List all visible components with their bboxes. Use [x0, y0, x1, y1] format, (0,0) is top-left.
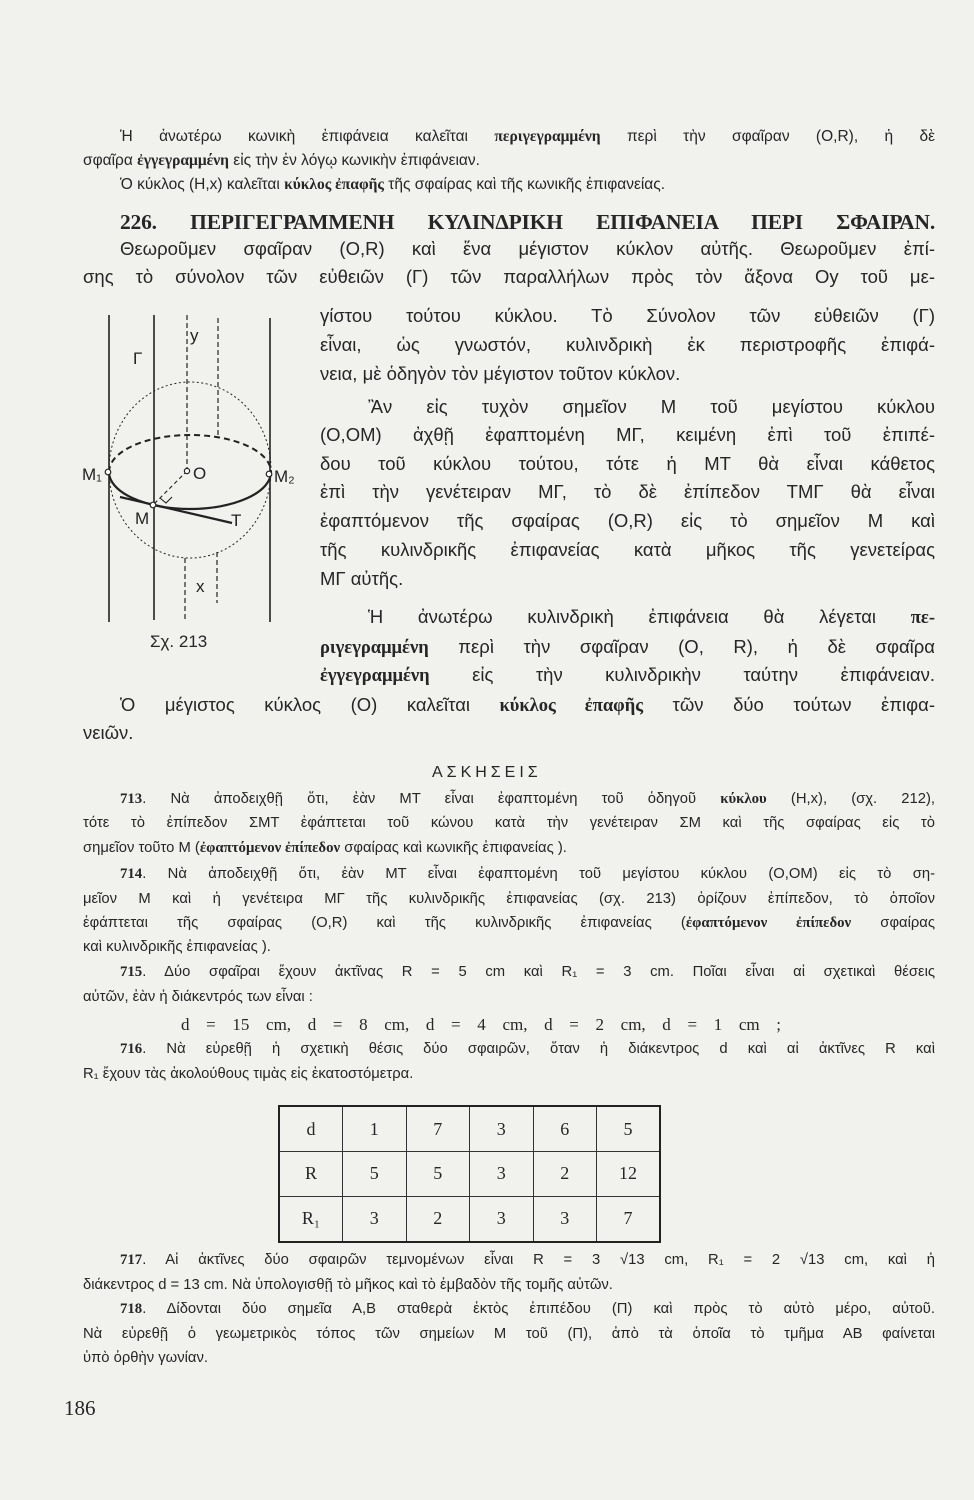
table-row — [279, 1196, 660, 1242]
text-run: ΜΓ αὐτῆς. — [320, 568, 404, 589]
text-run: Ἡ ἀνωτέρω κωνικὴ ἐπιφάνεια καλεῖται — [120, 128, 495, 145]
text-run: . Νὰ εὑρεθῇ ἡ σχετικὴ θέσις δύο σφαιρῶν, ὅταν ἡ διάκεντρος d καὶ αἱ ἀκτῖνες R καὶ — [142, 1041, 935, 1057]
text-run: περὶ τὴν σφαῖραν (Ο,R), ἡ δὲ — [600, 128, 936, 145]
bold-term: πε- — [910, 608, 935, 628]
exercise-line — [120, 1041, 935, 1060]
text-run: σφαίρας καὶ κωνικῆς ἐπιφανείας ). — [340, 840, 567, 856]
table-cell: 5 — [406, 1152, 470, 1197]
exercise-line — [83, 989, 313, 1005]
exercise-line — [83, 939, 271, 955]
exercise-line — [83, 840, 567, 857]
text-run: τῶν δύο τούτων ἐπιφα- — [643, 694, 935, 715]
great-circle-visible-half — [109, 472, 271, 509]
bold-term: 713 — [120, 791, 143, 807]
table-cell: 3 — [470, 1106, 534, 1152]
text-run: Νὰ εὑρεθῇ ὁ γεωμετρικὸς τόπος τῶν σημείων Μ τοῦ (Π), ἀπὸ τὰ ὁποῖα τὸ τμῆμα ΑΒ φαίνεται — [83, 1326, 935, 1342]
text-run: (Ο,ΟΜ) ἀχθῇ ἐφαπτομένη ΜΓ, κειμένη ἐπὶ τοῦ ἐπιπέ- — [320, 424, 935, 445]
radius-om-dashed — [153, 471, 187, 505]
table-cell: 7 — [406, 1106, 470, 1152]
text-run: εἶναι, ὡς γνωστόν, κυλινδρικὴ ἐκ περιστροφῆς ἐπιφά- — [320, 334, 935, 355]
bold-term: περιγεγραμμένη — [494, 128, 601, 145]
great-circle-hidden-half — [109, 435, 271, 472]
text-run: δου τοῦ κύκλου τούτου, τότε ἡ ΜΤ θὰ εἶναι κάθετος — [320, 453, 935, 474]
exercise-line — [83, 815, 935, 834]
exercise-line — [120, 791, 935, 810]
bold-term: ριγεγραμμένη — [320, 638, 429, 658]
distance-values-line — [181, 1015, 781, 1037]
exercise-line — [83, 915, 935, 934]
table-cell: 7 — [597, 1196, 661, 1242]
text-run: διάκεντρος d = 13 cm. Νὰ ὑπολογισθῇ τὸ μῆκος καὶ τὸ ἐμβαδὸν τῆς τομῆς αὐτῶν. — [83, 1277, 613, 1293]
figure-caption: Σχ. 213 — [150, 632, 208, 651]
text-run: νεια, μὲ ὁδηγὸν τὸν μέγιστον τοῦτον κύκλον. — [320, 363, 681, 384]
exercise-line — [83, 1066, 413, 1082]
section-heading: 226. ΠΕΡΙΓΕΓΡΑΜΜΕΝΗ ΚΥΛΙΝΔΡΙΚΗ ΕΠΙΦΑΝΕΙΑ ΠΕΡΙ ΣΦΑΙΡΑΝ. — [120, 210, 935, 234]
text-run: Ὁ κύκλος (Η,x) καλεῖται — [120, 176, 285, 193]
text-run: σημεῖον τοῦτο Μ ( — [83, 840, 200, 856]
table-cell: 3 — [470, 1196, 534, 1242]
label-x: x — [196, 577, 205, 596]
point-m1 — [105, 469, 111, 475]
point-m — [150, 502, 156, 508]
exercise-line — [120, 1301, 935, 1320]
text-run: Ὁ μέγιστος κύκλος (Ο) καλεῖται — [120, 694, 500, 715]
bold-term: 714 — [120, 866, 143, 882]
text-run: ἐπὶ τὴν γενέτειραν ΜΓ, τὸ δὲ ἐπίπεδον ΤΜΓ θὰ εἶναι — [320, 481, 935, 502]
table-cell: R — [279, 1152, 343, 1197]
text-run: . Δύο σφαῖραι ἔχουν ἀκτῖνας R = 5 cm καὶ R₁ = 3 cm. Ποῖαι εἶναι αἱ σχετικαὶ θέσεις — [142, 964, 935, 980]
bold-term: 715 — [120, 964, 143, 980]
text-run: d = 15 cm, d = 8 cm, d = 4 cm, d = 2 cm, d = 1 cm ; — [181, 1015, 781, 1034]
bold-term: ἐγγεγραμμένη — [137, 152, 229, 169]
table-cell: R₁ — [279, 1196, 343, 1242]
exercise-line — [120, 964, 935, 983]
text-run: Ἂν εἰς τυχὸν σημεῖον Μ τοῦ μεγίστου κύκλου — [368, 396, 935, 417]
text-run: εἰς τὴν κυλινδρικὴν ταύτην ἐπιφάνειαν. — [429, 664, 935, 685]
exercise-line — [83, 1277, 613, 1293]
point-o — [184, 468, 189, 473]
text-run: σης τὸ σύνολον τῶν εὐθειῶν (Γ) τῶν παραλλήλων πρὸς τὸν ἄξονα Οy τοῦ με- — [83, 266, 935, 287]
label-m1: M₁ — [82, 465, 102, 484]
label-m: M — [135, 509, 150, 528]
text-run: νειῶν. — [83, 722, 134, 743]
table-cell: d — [279, 1106, 343, 1152]
text-run: . Νὰ ἀποδειχθῇ ὅτι, ἐὰν ΜΤ εἶναι ἐφαπτομένη τοῦ μεγίστου κύκλου (Ο,ΟΜ) εἰς τὸ ση- — [142, 866, 935, 882]
exercises-title: ΑΣΚΗΣΕΙΣ — [432, 764, 542, 781]
text-run: . Νὰ ἀποδειχθῇ ὅτι, ἐὰν ΜΤ εἶναι ἐφαπτομένη τοῦ ὁδηγοῦ — [142, 791, 721, 807]
text-run: Ἡ ἀνωτέρω κυλινδρικὴ ἐπιφάνεια θὰ λέγεται — [368, 606, 911, 627]
bold-term: 717 — [120, 1252, 143, 1268]
table-cell: 6 — [533, 1106, 597, 1152]
text-run: αὐτῶν, ἐὰν ἡ διάκεντρός των εἶναι : — [83, 989, 313, 1005]
label-gamma: Γ — [133, 349, 143, 368]
text-run: . Δίδονται δύο σημεῖα Α,Β σταθερὰ ἐκτὸς ἐπιπέδου (Π) καὶ πρὸς τὸ αὐτὸ μέρο, αὐτοῦ. — [142, 1301, 935, 1317]
label-m2: M₂ — [274, 467, 295, 486]
page-number: 186 — [64, 1396, 96, 1420]
exercise-line — [83, 891, 935, 910]
text-run: ἐφαπτόμενον τῆς σφαίρας (Ο,R) εἰς τὸ σημεῖον Μ καὶ — [320, 510, 935, 531]
table-row — [279, 1106, 660, 1152]
text-run: (Η,x), (σχ. 212), — [766, 791, 935, 807]
text-run: τότε τὸ ἐπίπεδον ΣΜΤ ἐφάπτεται τοῦ κώνου κατὰ τὴν γενέτειραν ΣΜ καὶ τῆς σφαίρας εἰς τὸ — [83, 815, 935, 831]
exercise-line — [83, 1326, 935, 1345]
table-cell: 3 — [533, 1196, 597, 1242]
text-run: Θεωροῦμεν σφαῖραν (Ο,R) καὶ ἕνα μέγιστον κύκλον αὐτῆς. Θεωροῦμεν ἐπί- — [120, 238, 935, 259]
text-run: ὑπὸ ὀρθὴν γωνίαν. — [83, 1350, 208, 1366]
table-cell: 5 — [343, 1152, 407, 1197]
text-run: τῆς κυλινδρικῆς ἐπιφανείας κατὰ μῆκος τῆς γενετείρας — [320, 539, 935, 560]
bold-term: 716 — [120, 1041, 143, 1057]
exercise-line — [120, 866, 935, 885]
bold-term: ἐγγεγραμμένη — [320, 666, 430, 686]
table-cell: 3 — [470, 1152, 534, 1197]
text-run: . Αἱ ἀκτῖνες δύο σφαιρῶν τεμνομένων εἶναι R = 3 √13 cm, R₁ = 2 √13 cm, καὶ ἡ — [142, 1252, 935, 1268]
text-run: μεῖον Μ καὶ ἡ γενέτειρα ΜΓ τῆς κυλινδρικῆς ἐπιφανείας (σχ. 213) ὁρίζουν ἐπίπεδον, τὸ ὁποῖον — [83, 891, 935, 907]
bold-term: κύκλος ἐπαφῆς — [284, 176, 384, 193]
bold-term: 718 — [120, 1301, 143, 1317]
text-run: γίστου τούτου κύκλου. Τὸ Σύνολον τῶν εὐθειῶν (Γ) — [320, 305, 935, 326]
table-row — [279, 1152, 660, 1197]
table-cell: 12 — [597, 1152, 661, 1197]
text-run: σφαῖρα — [83, 152, 138, 169]
text-run: περὶ τὴν σφαῖραν (Ο, R), ἡ δὲ σφαῖρα — [428, 636, 935, 657]
text-run: R₁ ἔχουν τὰς ἀκολούθους τιμὰς εἰς ἑκατοστόμετρα. — [83, 1066, 414, 1082]
bold-term: ἐφαπτόμενον ἐπίπεδον — [199, 840, 341, 856]
text-run: σφαίρας — [851, 915, 935, 931]
exercise-line — [120, 1252, 935, 1271]
bold-term: ἐφαπτόμενον ἐπίπεδον — [685, 915, 852, 931]
bold-term: κύκλος ἐπαφῆς — [499, 696, 644, 716]
bold-term: κύκλου — [720, 791, 767, 807]
text-run: καὶ κυλινδρικῆς ἐπιφανείας ). — [83, 939, 271, 955]
label-y: y — [190, 326, 199, 345]
label-t: T — [231, 511, 242, 530]
point-m2 — [266, 471, 272, 477]
table-cell: 2 — [406, 1196, 470, 1242]
table-cell: 3 — [343, 1196, 407, 1242]
label-o: O — [193, 464, 207, 483]
text-run: εἰς τὴν ἐν λόγῳ κωνικὴν ἐπιφάνειαν. — [228, 152, 480, 169]
table-cell: 5 — [597, 1106, 661, 1152]
text-run: ἐφάπτεται τῆς σφαίρας (Ο,R) καὶ τῆς κυλινδρικῆς ἐπιφανείας ( — [83, 915, 686, 931]
values-table — [278, 1105, 661, 1243]
text-run: τῆς σφαίρας καὶ τῆς κωνικῆς ἐπιφανείας. — [383, 176, 666, 193]
table-cell: 2 — [533, 1152, 597, 1197]
table-cell: 1 — [343, 1106, 407, 1152]
right-angle-marker — [160, 497, 172, 503]
exercise-line — [83, 1350, 208, 1366]
